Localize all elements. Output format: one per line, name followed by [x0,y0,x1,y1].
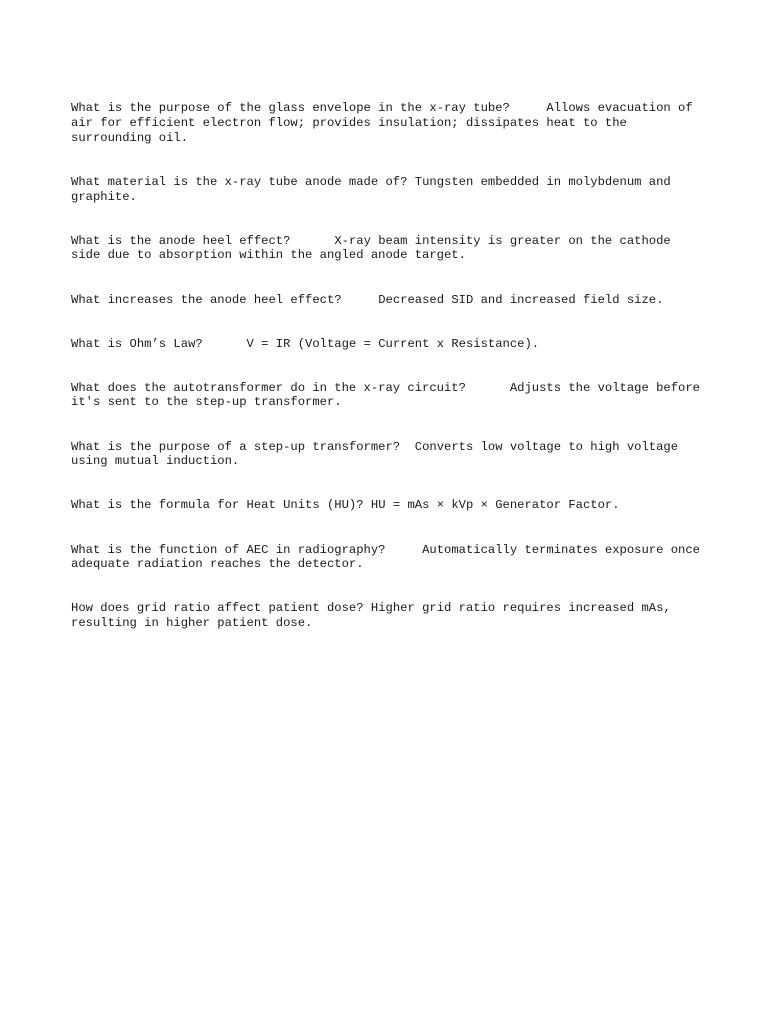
qa-item [71,498,701,513]
separator [400,440,415,454]
question-text: What increases the anode heel effect? [71,292,342,307]
question-text: What material is the x-ray tube anode made of? [71,174,408,189]
separator [364,601,371,615]
question-text: What is the anode heel effect? [71,233,291,248]
separator [386,543,423,557]
question-text: What is the purpose of the glass envelope in the x-ray tube? [71,101,510,116]
answer-text: X-ray beam intensity is greater on the cathode side due to absorption within the angled anode target. [71,233,679,263]
qa-item [71,175,701,204]
answer-text: Allows evacuation of air for efficient electron flow; provides insulation; dissipates heat to the surrounding oil. [71,101,701,145]
answer-text: Decreased SID and increased field size. [378,292,664,307]
qa-item [71,293,701,308]
answer-text: Adjusts the voltage before it's sent to the step-up transformer. [71,380,708,410]
separator [290,234,334,248]
separator [466,381,510,395]
qa-item [71,337,701,352]
question-text: What is the formula for Heat Units (HU)? [71,498,364,513]
qa-item [71,380,708,410]
question-text: What is the purpose of a step-up transformer? [71,439,401,454]
flashcard-document [71,72,708,645]
answer-text: Converts low voltage to high voltage using mutual induction. [71,439,686,469]
answer-text: HU = mAs × kVp × Generator Factor. [370,498,620,513]
qa-item [71,101,701,145]
separator [364,498,371,512]
answer-text: V = IR (Voltage = Current x Resistance). [246,336,540,351]
question-text: What does the autotransformer do in the x-ray circuit? [71,380,466,395]
separator [203,337,247,351]
answer-text: Higher grid ratio requires increased mAs, resulting in higher patient dose. [71,601,679,631]
question-text: What is the function of AEC in radiography? [71,542,386,557]
answer-text: Automatically terminates exposure once adequate radiation reaches the detector. [71,542,708,572]
question-text: What is Ohm’s Law? [71,336,203,351]
answer-text: Tungsten embedded in molybdenum and graphite. [71,174,679,204]
separator [342,293,379,307]
separator [510,101,547,115]
qa-item [71,440,701,469]
separator [407,175,414,189]
qa-item [71,542,708,572]
qa-item [71,601,701,630]
question-text: How does grid ratio affect patient dose? [71,601,364,616]
qa-item [71,234,701,263]
